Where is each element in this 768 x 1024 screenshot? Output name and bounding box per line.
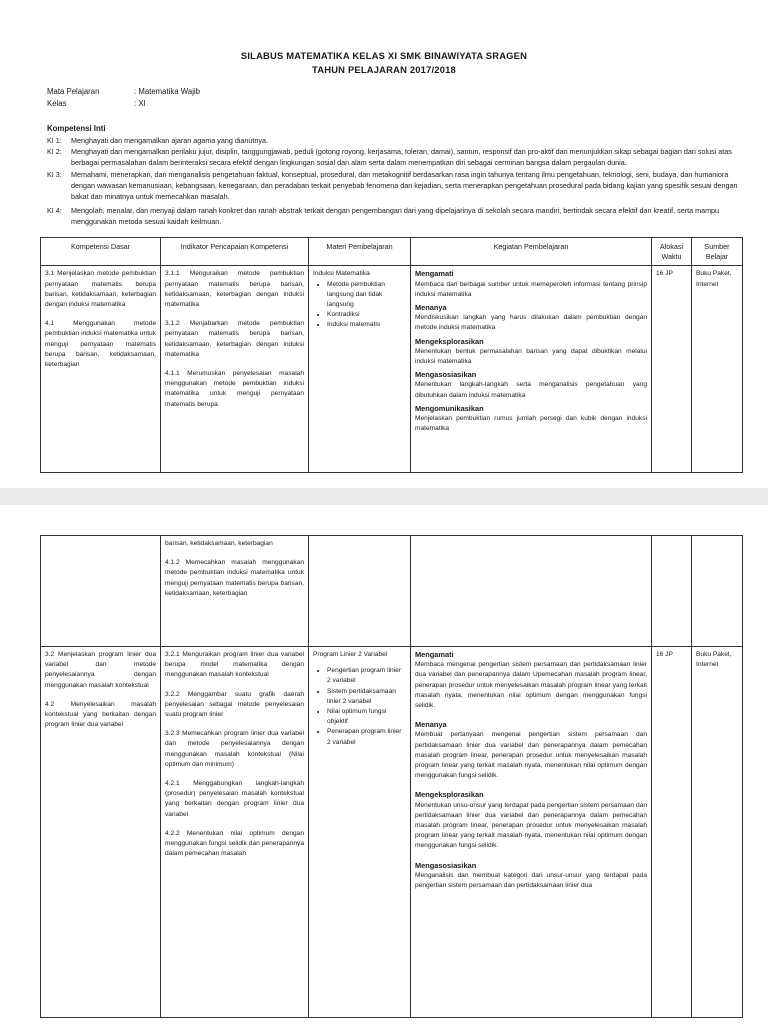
kegiatan-heading: Mengeksplorasikan <box>415 336 484 346</box>
kegiatan-text: Menganalisis dan membuat kategori dari unsur-unsur yang terdapat pada pengertian sistem persamaan dan pertidaksamaan linier dua <box>415 871 647 890</box>
sumber-cell: Buku Paket, Internet <box>692 647 743 1018</box>
kd-text: 4.1 Menggunakan metode pembuktian induksi matematika untuk menguji pernyataan matematis berupa barisan, ketidaksamaan, keterbagian <box>45 320 156 369</box>
document-subtitle: TAHUN PELAJARAN 2017/2018 <box>312 64 456 75</box>
kegiatan-heading: Menanya <box>415 720 447 730</box>
ki-label: KI 1: <box>47 136 62 145</box>
materi-item: • Penerapan program linier 2 variabel <box>327 727 406 747</box>
ipk-text: 4.2.2 Menentukan nilai optimum dengan menggunakan fungsi selidik dan penerapannya dalam pemecahan masalah <box>165 829 304 858</box>
document-page-1 <box>0 0 768 488</box>
ipk-text: 3.2.1 Menguraikan program linier dua variabel berupa model matematika dengan menggunakan masalah kontekstual <box>165 651 304 679</box>
ki-item <box>47 135 747 146</box>
col-header-materi: Materi Pembelajaran <box>309 238 411 266</box>
kegiatan-heading: Mengasosiasikan <box>415 860 477 870</box>
alokasi-cell <box>652 536 692 647</box>
ki-item <box>47 146 747 168</box>
alokasi-cell: 16 JP <box>652 266 692 473</box>
kegiatan-text: Mendiskusikan langkah yang harus dilakukan dalam pembuktian dengan metode induksi matematika <box>415 314 647 332</box>
materi-item: • Metode pembuktian langsung dan tidak langsung <box>327 280 406 311</box>
kegiatan-heading: Mengomunikasikan <box>415 403 484 413</box>
col-header-kegiatan: Kegiatan Pembelajaran <box>411 238 652 266</box>
kegiatan-text: Menentukan langkah-langkah serta menganalisis pengetahuan yang dibutuhkan dalam induksi matematika <box>415 381 647 399</box>
document-page-2 <box>0 505 768 1024</box>
kegiatan-text: Membaca dari berbagai sumber untuk memeperoleh informasi tentang prinsip induksi matematika <box>415 280 647 298</box>
kegiatan-cell <box>411 647 652 1018</box>
kd-text: 3.2 Menjelaskan program linier dua variabel dan metode penyelesaiannya dengan menggunakan masalah kontekstual <box>45 651 156 689</box>
kegiatan-text: Menjelaskan pembuktian rumus jumlah persegi dan kubik dengan induksi matematika <box>415 415 647 433</box>
kegiatan-heading: Menanya <box>415 303 447 313</box>
ipk-text: 3.1.1 Menguraikan metode pembuktian pernyataan matematis berupa barisan, ketidaksamaan, keterbagian dengan induksi matematika <box>165 270 304 309</box>
materi-list <box>313 666 406 748</box>
ipk-text: 4.1.1 Merumuskan penyelesaian masalah menggunakan metode pembuktian induksi matematika untuk menguji pernyataan matematis berupa <box>165 370 304 408</box>
col-header-alokasi: Alokasi Waktu <box>652 238 692 266</box>
table-row <box>41 647 743 1018</box>
syllabus-table <box>40 237 743 473</box>
alokasi-cell: 16 JP <box>652 647 692 1018</box>
ki-text: Menghayati dan mengamalkan perilaku jujur, disiplin, tanggungjawab, peduli (gotong royong, kerjasama, toleran, damai), santun, responsif dan pro-aktif dan menunjukkan sikap sebagai bagian dari solusi atas berbagai permasalahan dalam berinteraksi secara efektif dengan lingkungan sosial dan alam serta dalam menempatkan diri sebagai cerminan bangsa dalam pergaulan dunia. <box>71 147 732 167</box>
ipk-text: 3.2.3 Memecahkan program linier dua variabel dan metode penyelesaiannya dengan menggunakan masalah kontekstual (Nilai optimum dan minimum) <box>165 730 304 768</box>
ipk-cell <box>161 536 309 647</box>
ipk-text: 3.1.2 Menjabarkan metode pembuktian pernyataan matematis berupa barisan, ketidaksamaan, keterbagian dengan induksi matematika <box>165 320 304 358</box>
materi-item: • Induksi matematis <box>327 320 406 330</box>
materi-item: • Sistem pertidaksamaan linier 2 variabel <box>327 687 406 707</box>
kegiatan-heading: Mengeksplorasikan <box>415 790 484 800</box>
ki-item <box>47 205 747 227</box>
kegiatan-heading: Mengamati <box>415 269 454 279</box>
table-row <box>41 266 743 473</box>
ipk-cell <box>161 647 309 1018</box>
col-header-ipk: Indikator Pencapaian Kompetensi <box>161 238 309 266</box>
kegiatan-text: Menentukan bentuk permasalahan barisan yang dapat dibuktikan melalui induksi matematika <box>415 347 647 366</box>
ipk-text: 4.2.1 Menggabungkan langkah-langkah (prosedur) penyelesaian masalah kontekstual yang berkaitan dengan program linier dua variabel <box>165 780 304 818</box>
kegiatan-cell <box>411 536 652 647</box>
kd-text: 3.1 Menjelaskan metode pembuktian pernyataan matematis berupa barisan, ketidaksamaan, keterbagian dengan induksi matematika <box>45 270 156 309</box>
kd-cell <box>41 266 161 473</box>
kelas-label: Kelas <box>47 99 67 108</box>
kegiatan-text: Menentukan unsu-unsur yang terdapat pada pengertian sistem persamaan dan pertidaksamaan linier dua variabel dan penerapannya dalam pemecahan masalah program linear, penerapan prosedur untuk menyelesaikan masalah program linear yang terkait masalah nyata, menentukan nilai optimum dengan menggunakan fungsi selidik. <box>415 801 647 850</box>
page-gap <box>0 488 768 505</box>
ipk-cell <box>161 266 309 473</box>
materi-cell <box>309 266 411 473</box>
ki-text: Mengolah, menalar, dan menyaji dalam ranah konkret dan ranah abstrak terkait dengan pengembangan dari yang dipelajarinya di sekolah secara mandiri, bertindak secara efektif dan kreatif, serta mampu menggunakan metoda sesuai kaidah keilmuan. <box>71 206 720 226</box>
materi-item: • Pengertian program linier 2 variabel <box>327 666 406 686</box>
kegiatan-heading: Mengasosiasikan <box>415 370 477 380</box>
ki-heading: Kompetensi Inti <box>47 124 106 133</box>
materi-title: Program Linier 2 Variabel <box>313 651 388 658</box>
syllabus-table-continued <box>40 535 743 1018</box>
col-header-kd: Kompetensi Dasar <box>41 238 161 266</box>
ipk-text: 4.1.2 Memecahkan masalah menggunakan metode pembuktian induksi matematika untuk menguji pernyataan matematis berupa barisan, ketidaksamaan, keterbagian <box>165 559 304 597</box>
kegiatan-cell <box>411 266 652 473</box>
ki-label: KI 4: <box>47 206 62 215</box>
ipk-text: barisan, ketidaksamaan, keterbagian <box>165 540 273 547</box>
kd-text: 4.2 Menyelesaikan masalah kontekstual yang berkaitan dengan program linier dua variabel <box>45 700 156 729</box>
kegiatan-text: Membaca mengenai pengertian sistem persamaan dan pertidaksamaan linier dua variabel dan penerapannya dalam Upemecahan masalah program linear, penerapan prosedur untuk menyelesaikan masalah program linear yang terkait masalah nyata, menentukan nilai optimum dengan menggunakan fungsi selidik. <box>415 661 647 710</box>
sumber-cell <box>692 536 743 647</box>
table-header-row <box>41 238 743 266</box>
ki-label: KI 3: <box>47 170 62 179</box>
table-row <box>41 536 743 647</box>
materi-cell <box>309 647 411 1018</box>
ki-text: Menghayati dan mengamalkan ajaran agama yang dianutnya. <box>71 136 268 145</box>
col-header-sumber: Sumber Belajar <box>692 238 743 266</box>
mapel-label: Mata Pelajaran <box>47 87 100 96</box>
materi-title: Induksi Matematika <box>313 270 370 278</box>
document-title: SILABUS MATEMATIKA KELAS XI SMK BINAWIYATA SRAGEN <box>240 50 528 61</box>
sumber-cell: Buku Paket, Internet <box>692 266 743 473</box>
materi-item: • Nilai optimum fungsi objektif <box>327 707 406 727</box>
materi-list <box>313 280 406 331</box>
kd-cell <box>41 536 161 647</box>
materi-item: • Kontradiksi <box>327 310 406 320</box>
ki-label: KI 2: <box>47 147 62 156</box>
kd-cell <box>41 647 161 1018</box>
kegiatan-heading: Mengamati <box>415 650 454 659</box>
kelas-value: : XI <box>134 99 146 108</box>
materi-cell <box>309 536 411 647</box>
kegiatan-text: Membuat pertanyaan mengenai pengertian sistem persamaan dan pertidaksamaan linier dua variabel dan penerapannya dalam pemecahan masalah program linear, penerapan prosedur untuk menyelesaikan masalah program linear yang terkait masalah nyata, menentukan nilai optimum dengan menggunakan fungsi selidik. <box>415 731 647 780</box>
ki-item <box>47 169 747 202</box>
mapel-value: : Matematika Wajib <box>134 87 201 96</box>
ipk-text: 3.2.2 Menggambar suatu grafik daerah penyelesaian sebagai metode penyelesaian suatu program linier <box>165 690 304 719</box>
ki-text: Memahami, menerapkan, dan menganalisis pengetahuan faktual, konseptual, prosedural, dan metakognitif berdasarkan rasa ingin tahunya tentang ilmu pengetahuan, teknologi, seni, budaya, dan humaniora dengan wawasan kemanusiaan, kebangsaan, kenegaraan, dan peradaban terkait penyebab fenomena dan kejadian, serta menerapkan pengetahuan prosedural pada bidang kajian yang spesifik sesuai dengan bakat dan minatnya untuk memecahkan masalah. <box>71 170 738 201</box>
